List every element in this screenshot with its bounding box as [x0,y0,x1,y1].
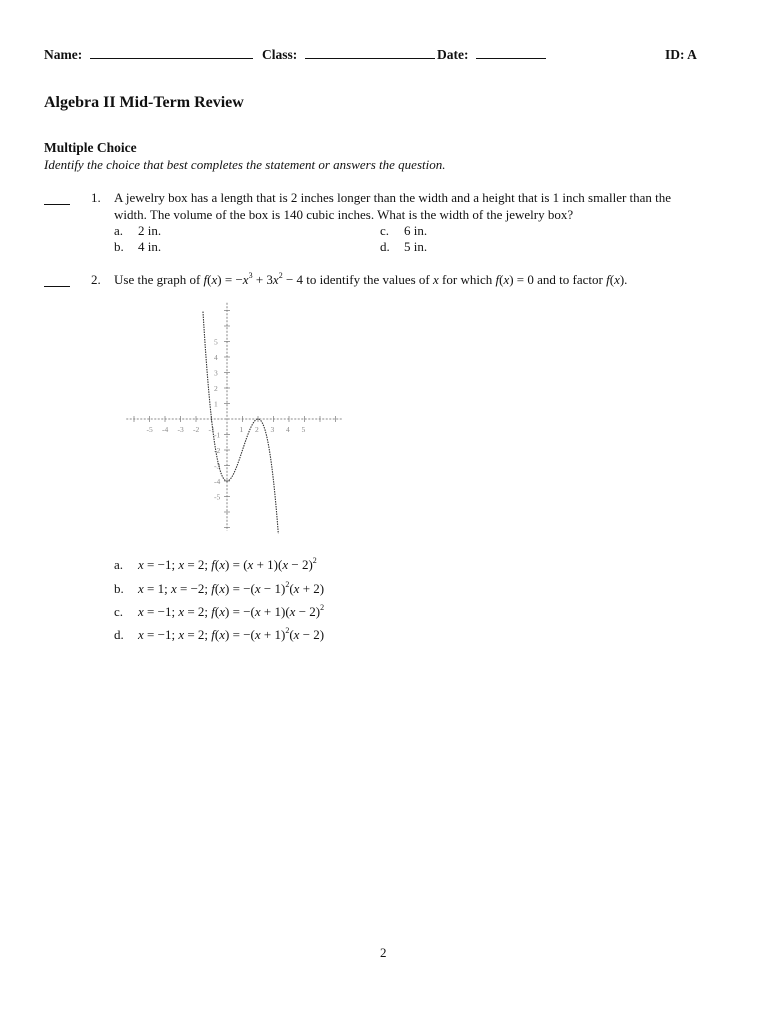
question-text: Use the graph of $f(x) = -x^3 + 3x^2 - 4$ to identify the values of x for which f(x) = 0 and to factor f(x). [114,271,628,287]
page-title: Algebra II Mid-Term Review [44,94,244,111]
y-tick-label: -3 [214,461,221,471]
x-tick-label: -1 [208,425,215,434]
choice-letter: a. [114,557,124,572]
y-tick-label: -1 [214,430,221,440]
y-tick-label: -5 [214,492,221,502]
class-field [262,47,435,63]
answer-blank-1[interactable] [44,204,70,205]
choice-letter: c. [114,604,124,619]
x-tick-label: 2 [255,425,259,434]
x-tick-label: 3 [270,425,275,434]
x-tick-label: -4 [162,425,169,434]
question-text-part: Use the graph of [114,272,201,287]
y-tick-label: 4 [214,353,218,362]
graph-root [126,303,343,534]
question-text-part: to identify the values of [306,272,430,287]
x-tick-label: -3 [177,425,184,434]
y-tick-label: 2 [214,384,218,393]
x-tick-label: 5 [301,425,306,434]
question-number: 2. [91,272,101,287]
section-heading: Multiple Choice [44,140,137,155]
choice-letter: b. [114,239,124,254]
choice-letter: a. [114,223,124,238]
choice-letter: d. [380,239,390,254]
choice-text: 5 in. [404,239,428,254]
y-tick-label: 3 [214,368,218,378]
x-tick-label: -5 [146,425,153,434]
name-label: Name: [44,47,83,62]
name-blank[interactable] [90,47,253,59]
choice-b-expression: x = 1; x = −2; $f(x) = -(x - 1)^2(x + 2)$ [138,580,325,596]
date-blank[interactable] [476,47,546,59]
choice-text: 4 in. [138,239,162,254]
id-label: ID: A [665,47,697,62]
question-text-part: for which [442,272,493,287]
choice-letter: d. [114,627,124,642]
question-text-part: and to factor [537,272,603,287]
y-tick-label: 5 [214,337,218,347]
question-number: 1. [91,190,101,205]
page-number: 2 [380,945,387,960]
choice-c-expression: x = −1; x = 2; $f(x) = -(x + 1)(x - 2)^2$ [138,603,325,619]
question-text: A jewelry box has a length that is 2 inches longer than the width and a height that is 1 inch smaller than the [114,190,672,205]
choice-a-expression: x = −1; x = 2; $f(x) = (x + 1)(x - 2)^2$ [138,556,317,572]
y-tick-label: -2 [214,446,221,455]
x-tick-label: 1 [239,425,244,434]
question-text: width. The volume of the box is 140 cubic inches. What is the width of the jewelry box? [114,207,574,222]
date-field [437,47,546,63]
function-graph [110,298,350,538]
y-tick-label: -4 [214,477,221,486]
y-tick-label: 1 [214,399,218,409]
x-tick-label: 4 [286,425,290,434]
choice-text: 2 in. [138,223,162,238]
section-instructions: Identify the choice that best completes the statement or answers the question. [44,157,446,172]
x-tick-label: -2 [193,425,200,434]
answer-blank-2[interactable] [44,286,70,287]
class-label: Class: [262,47,298,62]
choice-d-expression: x = −1; x = 2; $f(x) = -(x + 1)^2(x - 2)$ [138,626,325,642]
choice-letter: c. [380,223,390,238]
choice-text: 6 in. [404,223,428,238]
choice-letter: b. [114,581,124,596]
date-label: Date: [437,47,469,62]
class-blank[interactable] [305,47,435,59]
name-field [44,47,253,63]
